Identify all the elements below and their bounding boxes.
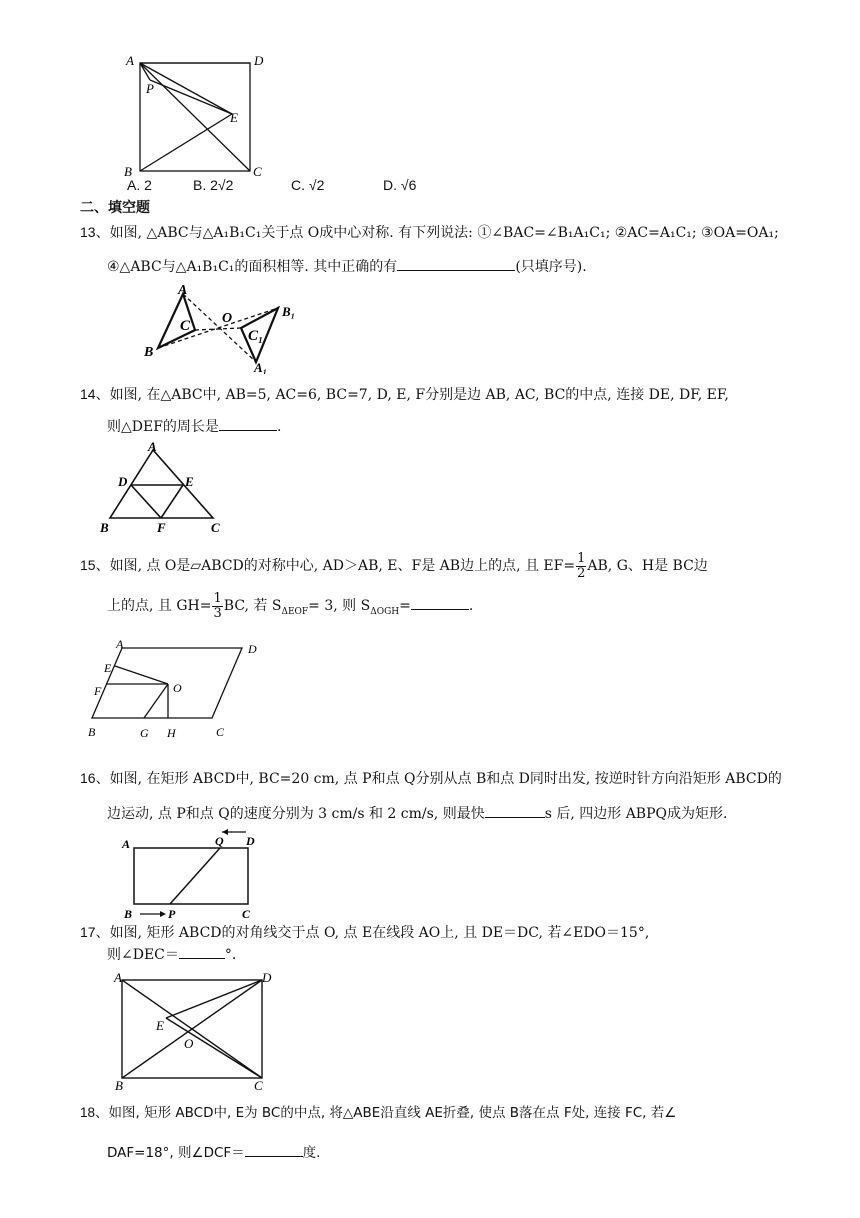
q15-answer-blank[interactable] — [411, 595, 469, 610]
q14-line2a: 则△DEF的周长是 — [107, 419, 219, 435]
option-a[interactable]: A. 2 — [127, 177, 152, 193]
label-O: O — [184, 1036, 194, 1051]
label-C1: C₁ — [248, 328, 264, 344]
label-E: E — [230, 110, 238, 125]
question-17-line2 — [107, 944, 236, 965]
label-B: B — [88, 725, 96, 739]
label-A: A — [114, 970, 122, 985]
q16-line2b: s 后, 四边形 ABPQ成为矩形. — [544, 806, 728, 822]
label-P: P — [168, 907, 176, 921]
arrow-right-icon — [140, 911, 166, 917]
figure-q13 — [140, 282, 320, 374]
label-G: G — [140, 726, 149, 740]
question-13 — [80, 222, 779, 243]
q15-line1a: 如图, 点 O是▱ABCD的对称中心, AD＞AB, E、F是 AB边上的点, 且 EF= — [109, 558, 576, 574]
q15-line2d: = — [399, 598, 411, 614]
q15-sub1: ΔEOF — [281, 606, 309, 617]
label-C: C — [180, 318, 191, 334]
label-A: A — [148, 440, 157, 454]
label-B1: B₁ — [282, 304, 296, 319]
q13-answer-blank[interactable] — [397, 256, 515, 271]
label-B: B — [144, 345, 154, 360]
label-D: D — [262, 970, 272, 985]
label-D: D — [246, 834, 255, 848]
q13-line2a: ④△ABC与△A₁B₁C₁的面积相等. 其中正确的有 — [107, 259, 398, 275]
q18-line2a: DAF=18°, 则∠DCF＝ — [107, 1145, 245, 1161]
frac-numerator: 1 — [577, 550, 586, 566]
q16-answer-blank[interactable] — [485, 803, 545, 818]
figure-q17 — [112, 968, 282, 1094]
label-C: C — [216, 725, 225, 739]
q17-number: 17、 — [80, 924, 110, 940]
question-14-line2 — [107, 416, 281, 437]
question-18 — [80, 1103, 676, 1123]
q18-line1: 如图, 矩形 ABCD中, E为 BC的中点, 将△ABE沿直线 AE折叠, 使点 B落在点 F处, 连接 FC, 若∠ — [108, 1105, 677, 1121]
q15-sub2: ΔOGH — [370, 606, 400, 617]
q18-line2b: 度. — [302, 1145, 321, 1161]
q17-answer-blank[interactable] — [179, 944, 225, 959]
label-O: O — [222, 311, 233, 326]
q18-number: 18、 — [80, 1105, 109, 1120]
question-13-line2 — [107, 256, 587, 277]
label-C: C — [242, 907, 251, 921]
q15-line2e: . — [468, 598, 474, 614]
question-15-line2 — [107, 589, 473, 623]
label-C: C — [211, 520, 220, 535]
q18-answer-blank[interactable] — [245, 1142, 303, 1157]
label-D: D — [254, 53, 264, 68]
q14-line2b: . — [276, 419, 282, 435]
label-B: B — [124, 164, 132, 179]
q15-line2c: = 3, 则 S — [308, 598, 371, 614]
q17-line2a: 则∠DEC＝ — [107, 947, 179, 963]
fraction-one-third — [212, 592, 222, 621]
question-17 — [80, 922, 649, 943]
q13-line2b: (只填序号). — [515, 259, 587, 275]
q15-line1b: AB, G、H是 BC边 — [587, 558, 708, 574]
label-C: C — [253, 164, 262, 179]
q17-line2b: °. — [224, 947, 237, 963]
label-H: H — [167, 726, 176, 740]
label-P: P — [146, 81, 154, 96]
label-A: A — [116, 637, 124, 651]
q15-line2b: BC, 若 S — [223, 598, 282, 614]
figure-q15 — [82, 636, 272, 744]
q15-number: 15、 — [80, 557, 110, 573]
frac-numerator: 1 — [213, 590, 222, 606]
q16-line2a: 边运动, 点 P和点 Q的速度分别为 3 cm/s 和 2 cm/s, 则最快 — [107, 806, 485, 822]
arrow-left-icon — [222, 829, 246, 835]
label-E: E — [104, 661, 112, 675]
q16-number: 16、 — [80, 770, 110, 786]
q14-answer-blank[interactable] — [219, 416, 277, 431]
label-C: C — [254, 1078, 263, 1093]
label-Q: Q — [215, 834, 224, 848]
option-d[interactable]: D. √6 — [383, 177, 417, 193]
question-14 — [80, 384, 729, 405]
label-A: A — [122, 837, 131, 851]
q17-line1: 如图, 矩形 ABCD的对角线交于点 O, 点 E在线段 AO上, 且 DE＝DC, 若∠EDO＝15°, — [109, 925, 650, 941]
label-E: E — [185, 474, 194, 489]
figure-q14 — [95, 440, 235, 535]
q15-line2a: 上的点, 且 GH= — [107, 598, 212, 614]
frac-denominator: 3 — [213, 605, 222, 621]
figure-q16 — [118, 826, 268, 922]
fraction-one-half — [576, 552, 586, 581]
q16-line1: 如图, 在矩形 ABCD中, BC=20 cm, 点 P和点 Q分别从点 B和点 D同时出发, 按逆时针方向沿矩形 ABCD的 — [109, 771, 782, 787]
figure-q12 — [120, 50, 270, 180]
question-15 — [80, 548, 708, 582]
q13-number: 13、 — [80, 224, 110, 240]
label-A: A — [178, 283, 188, 298]
question-16 — [80, 768, 782, 789]
q14-number: 14、 — [80, 386, 110, 402]
label-A1: A₁ — [254, 360, 268, 374]
label-B: B — [124, 907, 133, 921]
option-c[interactable]: C. √2 — [291, 177, 325, 193]
q14-line1: 如图, 在△ABC中, AB=5, AC=6, BC=7, D, E, F分别是边 AB, AC, BC的中点, 连接 DE, DF, EF, — [109, 387, 729, 403]
question-16-line2 — [107, 803, 727, 824]
label-F: F — [94, 684, 102, 698]
q13-line1: 如图, △ABC与△A₁B₁C₁关于点 O成中心对称. 有下列说法: ①∠BAC=∠B₁A₁C₁; ②AC=A₁C₁; ③OA=OA₁; — [109, 225, 779, 241]
label-B: B — [100, 520, 109, 535]
label-O: O — [173, 681, 182, 695]
label-B: B — [115, 1078, 123, 1093]
option-b[interactable]: B. 2√2 — [193, 177, 234, 193]
question-18-line2 — [107, 1142, 320, 1163]
label-E: E — [156, 1018, 164, 1033]
label-F: F — [157, 520, 166, 535]
label-D: D — [248, 642, 257, 656]
section-title: 二、填空题 — [80, 200, 150, 216]
label-A: A — [126, 53, 134, 68]
label-D: D — [118, 474, 128, 489]
frac-denominator: 2 — [577, 565, 586, 581]
